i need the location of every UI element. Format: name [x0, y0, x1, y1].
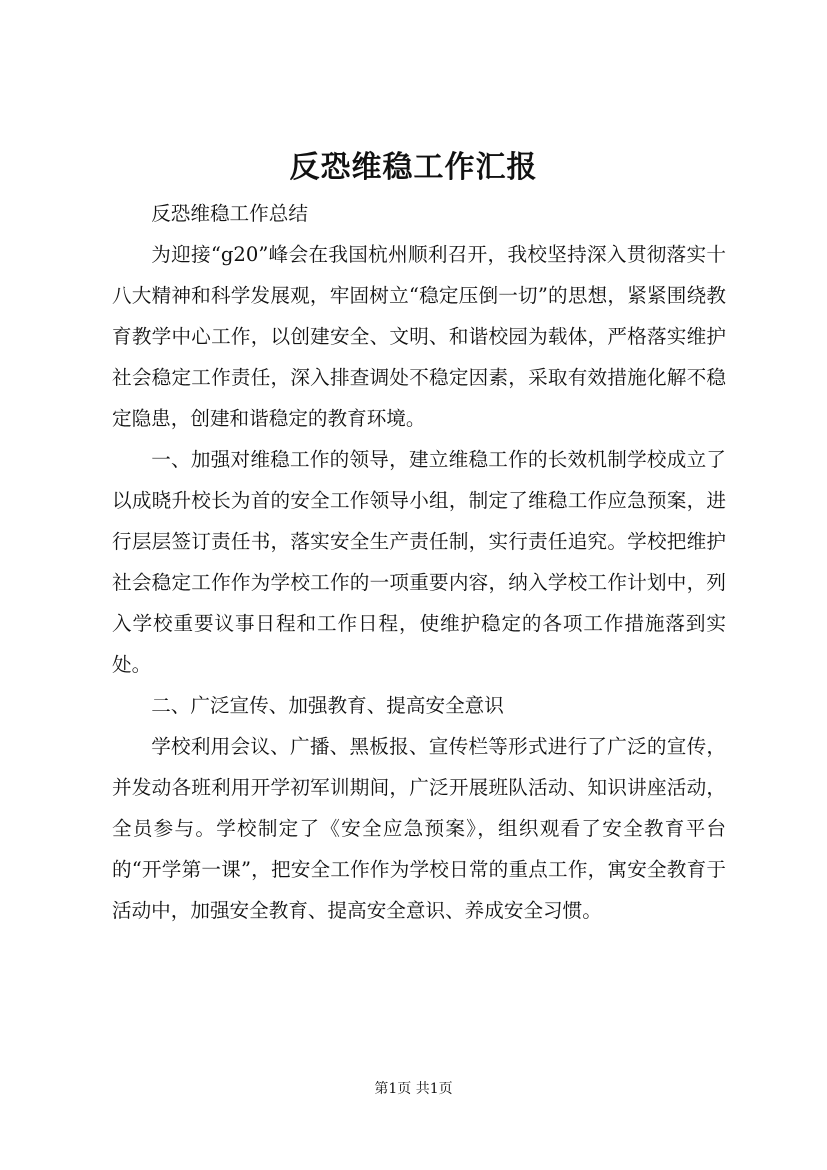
- document-body: [112, 193, 726, 931]
- document-title: 反恐维稳工作汇报: [289, 150, 538, 185]
- paragraph-section-one: 一、加强对维稳工作的领导，建立维稳工作的长效机制学校成立了以成晓升校长为首的安全工作领导小组，制定了维稳工作应急预案，进行层层签订责任书，落实安全生产责任制，实行责任追究。学校把维护社会稳定工作作为学校工作的一项重要内容，纳入学校工作计划中，列入学校重要议事日程和工作日程，使维护稳定的各项工作措施落到实处。: [112, 448, 726, 676]
- paragraph-section-two-heading: 二、广泛宣传、加强教育、提高安全意识: [151, 694, 504, 717]
- paragraph-intro: 为迎接“g20”峰会在我国杭州顺利召开，我校坚持深入贯彻落实十八大精神和科学发展观，牢固树立“稳定压倒一切”的思想，紧紧围绕教育教学中心工作，以创建安全、文明、和谐校园为载体，严格落实维护社会稳定工作责任，深入排查调处不稳定因素，采取有效措施化解不稳定隐患，创建和谐稳定的教育环境。: [112, 243, 726, 430]
- paragraph-section-two-body: 学校利用会议、广播、黑板报、宣传栏等形式进行了广泛的宣传，并发动各班利用开学初军训期间，广泛开展班队活动、知识讲座活动，全员参与。学校制定了《安全应急预案》，组织观看了安全教育平台的“开学第一课”，把安全工作作为学校日常的重点工作，寓安全教育于活动中，加强安全教育、提高安全意识、养成安全习惯。: [112, 735, 726, 922]
- page-footer: 第1页 共1页: [374, 1081, 453, 1097]
- paragraph-subtitle: 反恐维稳工作总结: [151, 202, 308, 225]
